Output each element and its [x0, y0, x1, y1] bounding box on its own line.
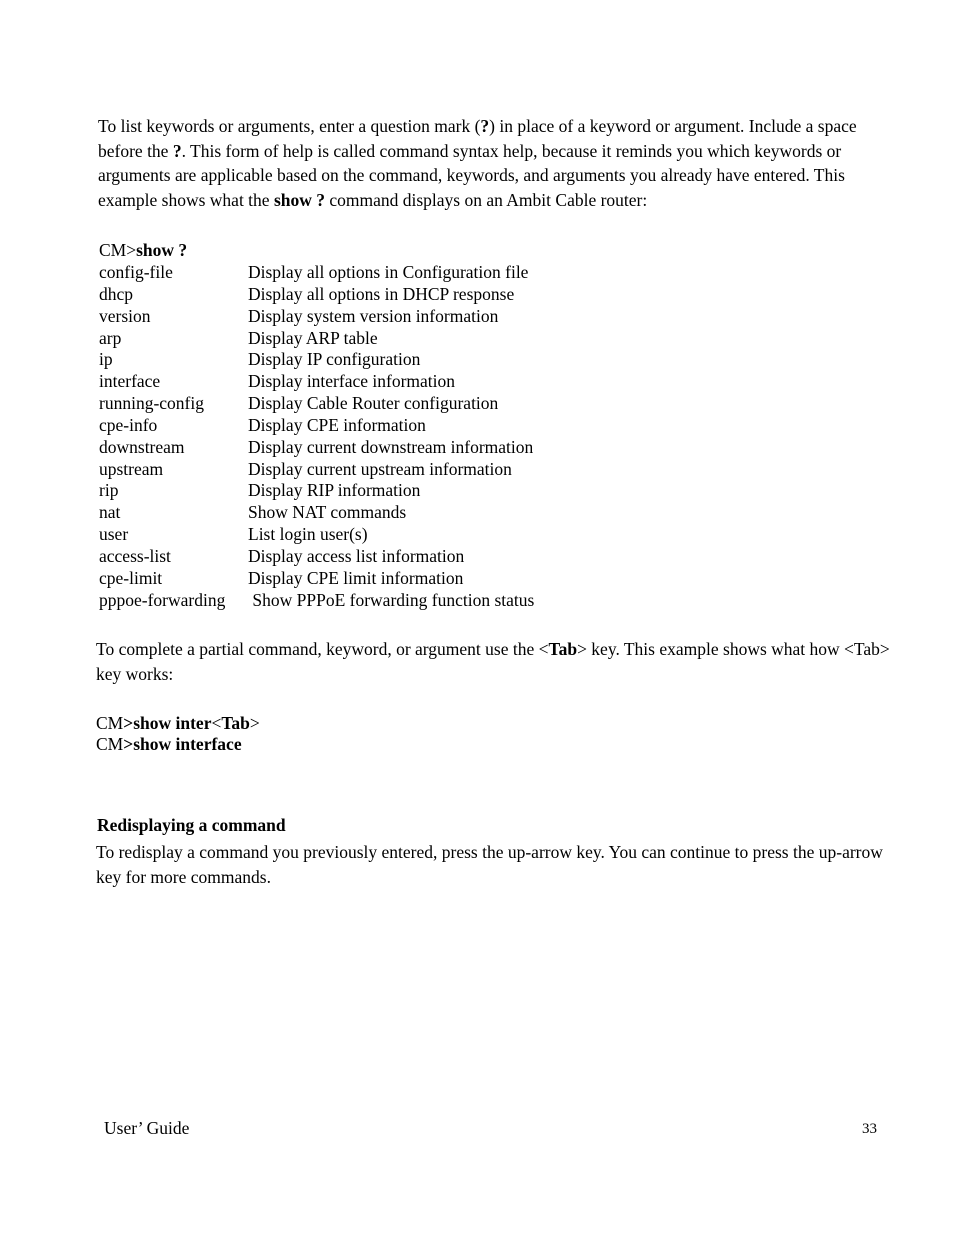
tab-example-line-2: [96, 734, 496, 755]
intro-text-1: To list keywords or arguments, enter a question mark (: [98, 116, 481, 136]
intro-paragraph: [98, 114, 903, 212]
tab-bold-key: Tab: [548, 639, 578, 659]
command-keyword: arp: [99, 327, 122, 348]
command-description: Display IP configuration: [248, 349, 421, 370]
command-keyword: ip: [99, 349, 113, 370]
command-keyword: version: [99, 305, 151, 326]
intro-text-4: command displays on an Ambit Cable router:: [325, 189, 648, 210]
tab-text-1: To complete a partial command, keyword, or argument use the <: [96, 639, 549, 659]
command-description: Display interface information: [248, 371, 456, 392]
example-tab-key: Tab: [221, 713, 250, 733]
command-keyword: nat: [99, 502, 121, 523]
command-description: Display access list information: [248, 545, 465, 566]
cli-prompt-line: [99, 240, 619, 262]
intro-bold-question-mark-2: ?: [172, 140, 182, 161]
command-description: Display CPE information: [248, 414, 426, 435]
section-heading: Redisplaying a command: [97, 815, 286, 835]
example-lt: <: [211, 713, 222, 733]
example-command-2: >show interface: [123, 733, 242, 754]
redisplay-paragraph: To redisplay a command you previously entered, press the up-arrow key. You can continue to press the up-arrow key for more commands.: [96, 842, 883, 887]
command-option-row: [99, 502, 619, 524]
command-description: Show NAT commands: [248, 502, 407, 523]
command-description: Display all options in DHCP response: [248, 283, 515, 304]
tab-example-line-1: [96, 713, 496, 734]
command-option-row: [99, 415, 619, 437]
cli-prompt: CM>: [99, 240, 137, 260]
command-option-row: [99, 306, 619, 328]
tab-completion-example: [96, 713, 496, 754]
command-keyword: running-config: [99, 393, 204, 414]
command-option-row: [99, 590, 619, 612]
command-option-row: [99, 393, 619, 415]
command-description: Show PPPoE forwarding function status: [248, 589, 535, 610]
cli-command: show ?: [136, 240, 188, 260]
command-option-row: [99, 371, 619, 393]
tab-text-2: > key. This example shows what how <Tab> key works:: [96, 639, 890, 684]
command-description: Display CPE limit information: [248, 567, 464, 588]
command-keyword: downstream: [99, 436, 185, 457]
example-gt: >: [249, 713, 260, 733]
command-keyword: pppoe-forwarding: [99, 589, 226, 610]
command-keyword: upstream: [99, 458, 164, 479]
command-option-row: [99, 284, 619, 306]
command-description: Display system version information: [248, 305, 499, 326]
command-description: Display RIP information: [248, 480, 421, 501]
command-keyword: cpe-limit: [99, 567, 163, 588]
intro-text-3: . This form of help is called command syntax help, because it reminds you which keywords or arguments are applicable based on the command, keywords, and arguments you already have entered. This example shows what the: [98, 140, 845, 210]
command-option-list: [99, 262, 619, 612]
command-option-row: [99, 568, 619, 590]
command-description: Display all options in Configuration file: [248, 262, 529, 282]
command-keyword: rip: [99, 480, 119, 501]
intro-bold-show-command: show ?: [273, 189, 325, 210]
command-option-row: [99, 349, 619, 371]
command-keyword: cpe-info: [99, 414, 158, 435]
command-keyword: interface: [99, 371, 161, 392]
example-prompt-1: CM: [96, 713, 124, 733]
intro-bold-question-mark: ?: [480, 116, 490, 136]
command-option-row: [99, 546, 619, 568]
tab-completion-paragraph: [96, 637, 901, 686]
command-option-row: [99, 459, 619, 481]
command-description: Display current upstream information: [248, 458, 512, 479]
command-keyword: config-file: [99, 262, 173, 282]
command-option-row: [99, 437, 619, 459]
footer-title: User’ Guide: [104, 1118, 190, 1138]
command-keyword: access-list: [99, 545, 171, 566]
page-number: 33: [862, 1121, 877, 1137]
show-command-listing: [99, 240, 619, 612]
example-command-1: >show inter: [123, 713, 212, 733]
command-keyword: user: [99, 524, 129, 545]
command-option-row: [99, 262, 619, 284]
example-prompt-2: CM: [96, 733, 124, 754]
intro-text-2: ) in place of a keyword or argument. Include a space before the: [98, 116, 857, 161]
command-description: List login user(s): [248, 524, 368, 545]
command-description: Display current downstream information: [248, 436, 534, 457]
command-option-row: [99, 328, 619, 350]
command-option-row: [99, 524, 619, 546]
command-description: Display Cable Router configuration: [248, 393, 499, 414]
command-description: Display ARP table: [248, 327, 378, 348]
command-keyword: dhcp: [99, 283, 134, 304]
command-option-row: [99, 480, 619, 502]
